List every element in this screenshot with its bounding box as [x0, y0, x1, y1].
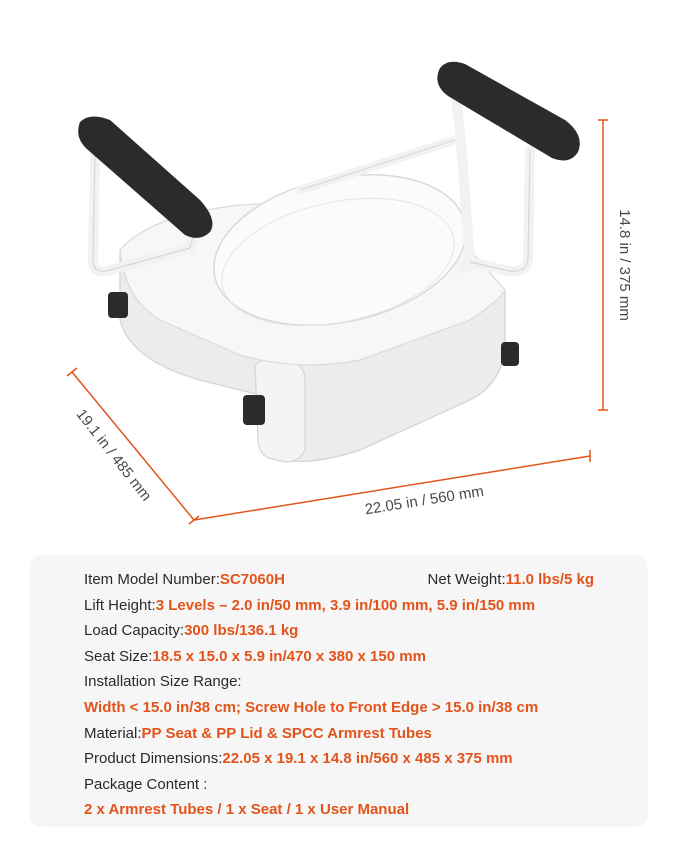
load-label: Load Capacity:	[84, 622, 185, 640]
spec-row-load	[84, 618, 628, 644]
install-label: Installation Size Range:	[84, 673, 242, 691]
side-knob-front	[243, 395, 265, 425]
material-value: PP Seat & PP Lid & SPCC Armrest Tubes	[141, 724, 432, 742]
package-value: 2 x Armrest Tubes / 1 x Seat / 1 x User Manual	[84, 801, 410, 819]
height-dimension-label: 14.8 in / 375 mm	[616, 209, 633, 321]
spec-row-seat	[84, 644, 628, 670]
dimensions-label: Product Dimensions:	[84, 750, 223, 768]
install-value: Width < 15.0 in/38 cm; Screw Hole to Front Edge > 15.0 in/38 cm	[84, 698, 539, 716]
lift-value: 3 Levels – 2.0 in/50 mm, 3.9 in/100 mm, 5.9 in/150 mm	[155, 596, 536, 614]
spec-row-material	[84, 721, 628, 747]
spec-row-model	[84, 567, 628, 593]
model-value: SC7060H	[219, 571, 285, 588]
load-value: 300 lbs/136.1 kg	[184, 622, 299, 640]
spec-row-package-label	[84, 772, 628, 798]
lift-label: Lift Height:	[84, 596, 156, 614]
model-label: Item Model Number:	[84, 571, 220, 588]
depth-dimension	[67, 368, 199, 524]
height-dimension	[598, 120, 633, 410]
width-dimension	[194, 450, 590, 520]
side-knob-right	[501, 342, 519, 366]
package-label: Package Content :	[84, 775, 208, 793]
seat-value: 18.5 x 15.0 x 5.9 in/470 x 380 x 150 mm	[152, 647, 426, 665]
dimensions-value: 22.05 x 19.1 x 14.8 in/560 x 485 x 375 mm	[222, 750, 513, 768]
depth-dimension-label: 19.1 in / 485 mm	[72, 405, 155, 505]
spec-row-lift	[84, 593, 628, 619]
spec-card	[30, 555, 648, 827]
weight-label: Net Weight:	[427, 571, 506, 588]
spec-row-package-value	[84, 797, 628, 823]
spec-row-install-label	[84, 669, 628, 695]
side-knob-left	[108, 292, 128, 318]
material-label: Material:	[84, 724, 142, 742]
spec-row-install-value	[84, 695, 628, 721]
seat-label: Seat Size:	[84, 647, 153, 665]
width-dimension-label: 22.05 in / 560 mm	[363, 482, 485, 519]
weight-value: 11.0 lbs/5 kg	[505, 571, 594, 588]
spec-row-dimensions	[84, 746, 628, 772]
